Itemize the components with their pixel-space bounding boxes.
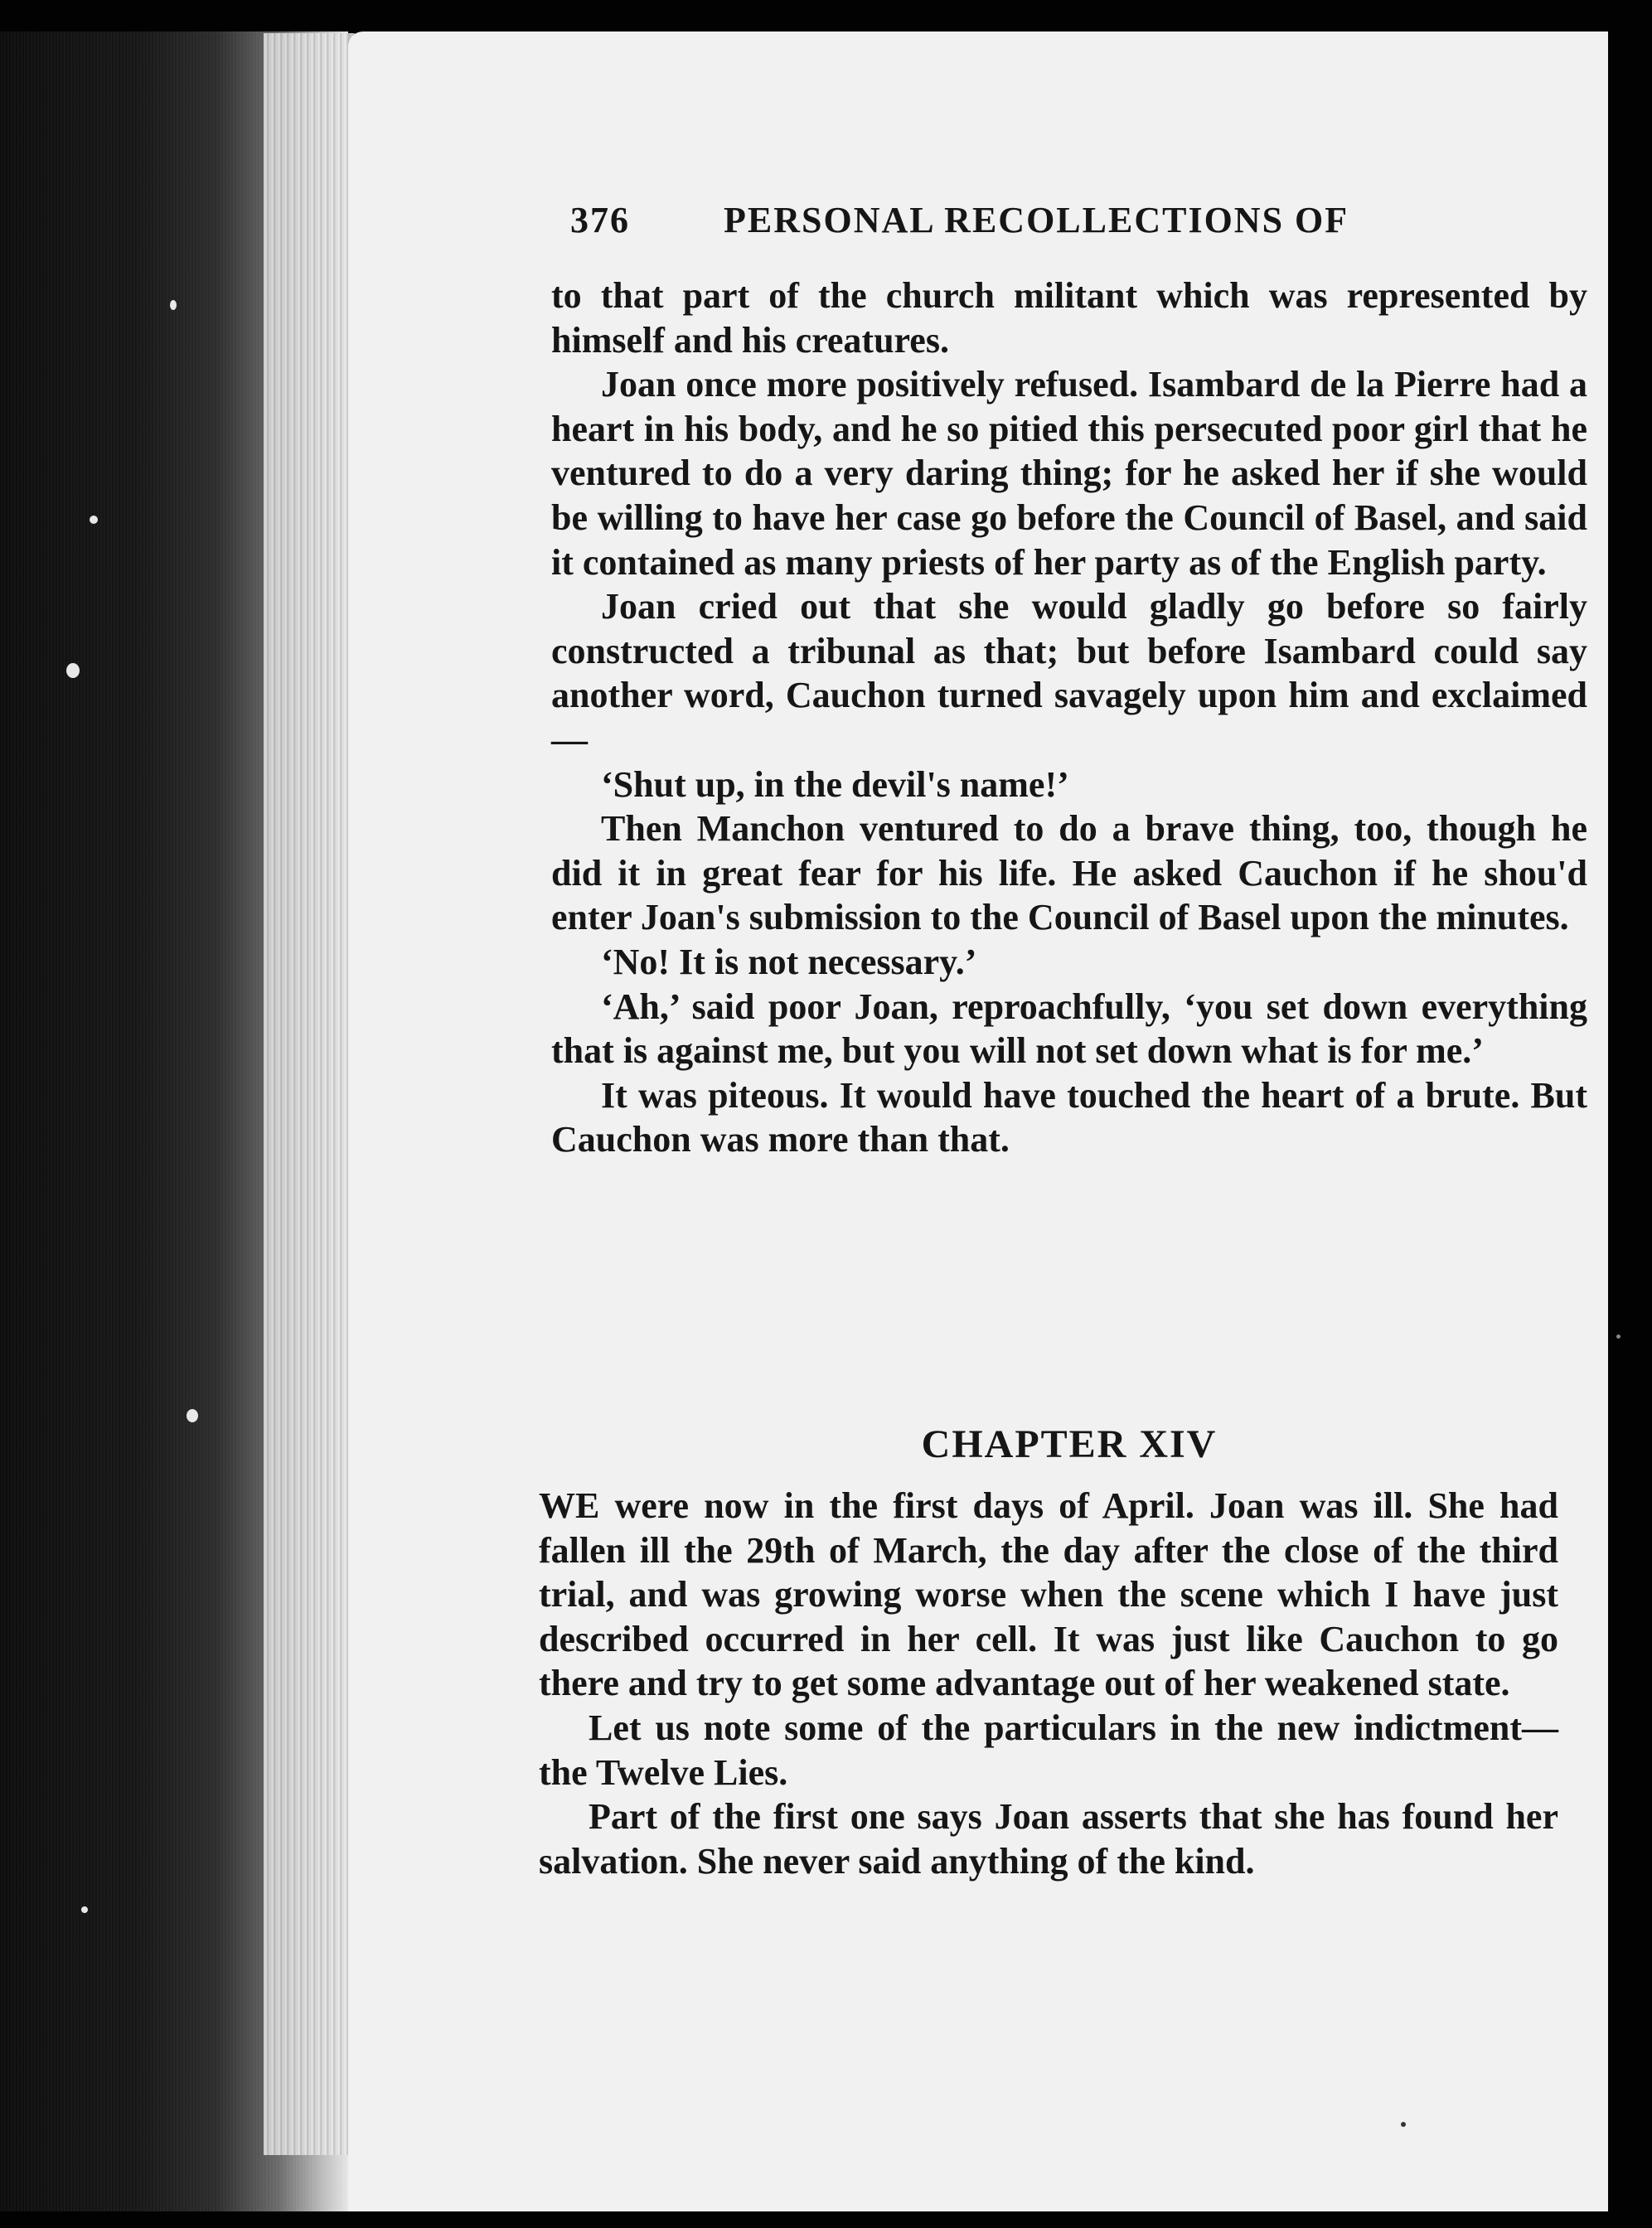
paragraph: Let us note some of the particulars in the new indictment—the Twelve Lies. — [539, 1707, 1558, 1793]
running-head-title: PERSONAL RECOLLECTIONS OF — [724, 200, 1349, 240]
scan-border-top — [0, 0, 1652, 31]
chapter-opening-paragraph — [539, 1484, 1558, 1706]
chapter-body-text — [539, 1484, 1558, 1883]
paragraph-text: were now in the first days of April. Joan was ill. She had fallen ill the 29th of March, the day after the close of the third trial, and was growing worse when the scene which I have just described occurred in her cell. It was just like Cauchon to go there and try to get some advantage out of her weakened state. — [539, 1485, 1559, 1704]
paragraph: Joan cried out that she would gladly go before so fairly constructed a tribunal as that; but before Isambard could say another word, Cauchon turned savagely upon him and exclaimed— — [551, 586, 1587, 760]
quotation: ‘No! It is not necessary.’ — [601, 941, 977, 982]
scan-border-bottom — [0, 2211, 1652, 2228]
chapter-heading: CHAPTER XIV — [921, 1422, 1218, 1466]
paragraph: Then Manchon ventured to do a brave thing, too, though he did it in great fear for his life. He asked Cauchon if he shou'd enter Joan's submission to the Council of Basel upon the minutes. — [551, 808, 1587, 938]
page-number: 376 — [570, 200, 630, 240]
paragraph: Part of the first one says Joan asserts that she has found her salvation. She never said anything of the kind. — [539, 1796, 1558, 1882]
chapter-lead-word: WE — [539, 1485, 600, 1526]
paragraph: ‘Ah,’ said poor Joan, reproachfully, ‘you set down everything that is against me, but you will not set down what is for me.’ — [551, 986, 1587, 1072]
running-head — [570, 199, 1432, 241]
paragraph: to that part of the church militant which was represented by himself and his creatures. — [551, 275, 1587, 361]
scan-border-right — [1608, 0, 1652, 2228]
body-text-before-chapter — [551, 274, 1587, 1162]
paragraph: Joan once more positively refused. Isambard de la Pierre had a heart in his body, and he so pitied this persecuted poor girl that he ventured to do a very daring thing; for he asked her if she would be willing to have her case go before the Council of Basel, and said it contained as many priests of her party as of the English party. — [551, 364, 1587, 583]
paragraph: It was piteous. It would have touched the heart of a brute. But Cauchon was more than that. — [551, 1074, 1587, 1160]
page-edges — [264, 33, 355, 2155]
quotation: ‘Shut up, in the devil's name!’ — [601, 763, 1069, 805]
